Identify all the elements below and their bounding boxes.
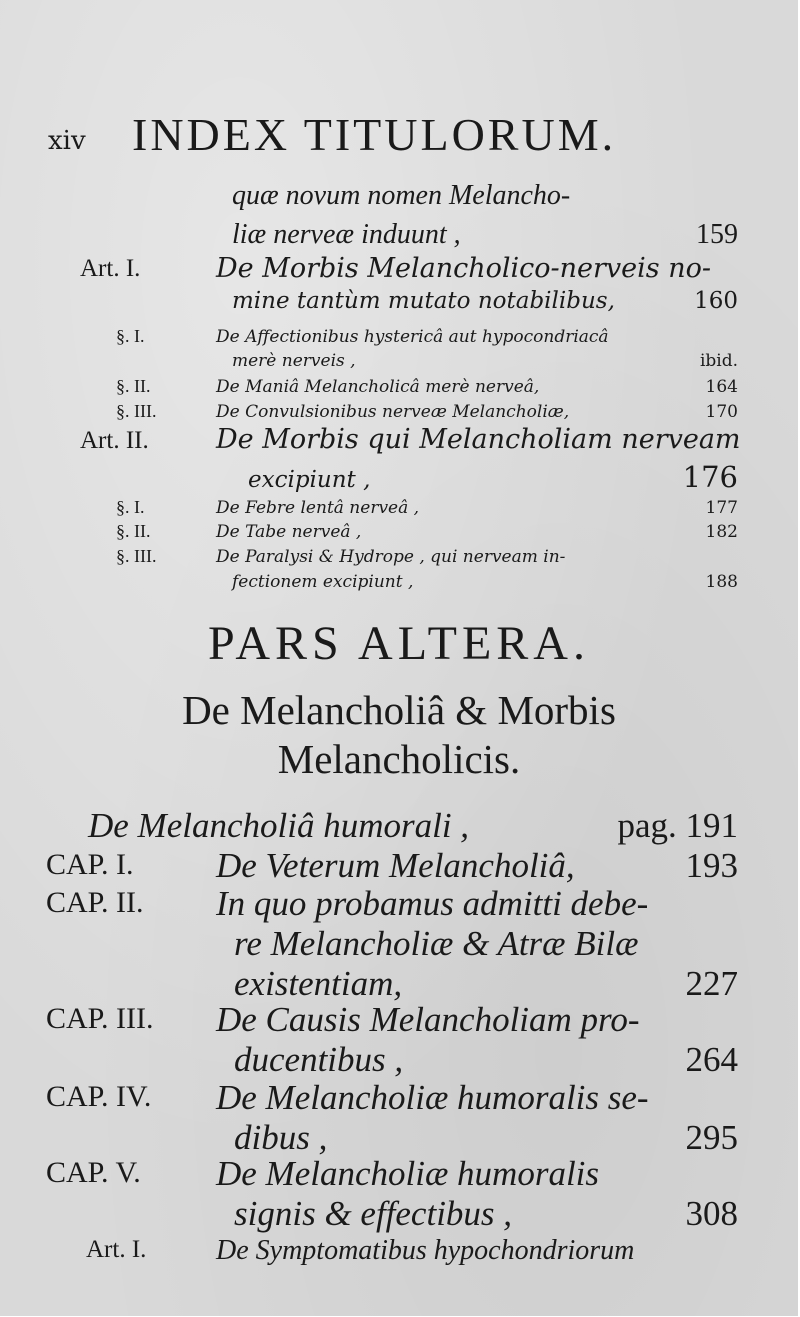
art2-label: Art. II.	[80, 427, 149, 454]
art1-line1: De Morbis Melancholico-nerveis no-	[216, 253, 712, 284]
art1-page: 160	[694, 288, 738, 314]
art2-line1: De Morbis qui Melancholiam nerveam	[216, 424, 741, 455]
art2-sec2	[216, 522, 738, 542]
art2-sec3-label: §. III.	[116, 546, 157, 566]
entry-cont-page: 159	[696, 219, 738, 250]
cap2-label: CAP. II.	[46, 886, 144, 919]
cap5-line1	[216, 1154, 738, 1194]
part-subtitle-line2: Melancholicis.	[277, 736, 521, 782]
part-subtitle-line1: De Melancholiâ & Morbis	[182, 687, 616, 733]
page-title: INDEX TITULORUM.	[132, 109, 617, 160]
art1-sec1-label: §. I.	[116, 326, 145, 346]
art1-sec1-text: merè nerveis ,	[232, 351, 356, 371]
art2-sec1-text: De Febre lentâ nerveâ ,	[216, 498, 420, 518]
entry-cont-text: liæ nerveæ induunt ,	[232, 219, 461, 250]
art1-sec2-page: 164	[705, 377, 738, 397]
art1-sec1-page: ibid.	[699, 351, 738, 371]
art2-sec1-page: 177	[705, 498, 738, 518]
cap1-line1	[216, 846, 738, 886]
art1-text: mine tantùm mutato notabilibus,	[232, 288, 615, 314]
art1-label: Art. I.	[80, 255, 141, 282]
cap4-page: 295	[685, 1118, 738, 1157]
humoral-entry	[88, 806, 738, 846]
cap3-line1: De Causis Melancholiam pro-	[216, 1000, 640, 1039]
cap4-label: CAP. IV.	[46, 1080, 152, 1113]
cap5-text-a: De Melancholiæ humoralis	[216, 1154, 600, 1193]
art2-sec3-page: 188	[705, 572, 738, 592]
cap2-text: existentiam,	[234, 964, 403, 1003]
cap4-line1: De Melancholiæ humoralis se-	[216, 1078, 649, 1117]
humoral-page: pag. 191	[617, 806, 738, 845]
art1-sec3-text: De Convulsionibus nerveæ Melancholiæ,	[216, 402, 570, 422]
entry-cont-line1: quæ novum nomen Melancho-	[232, 180, 571, 211]
cap1-label: CAP. I.	[46, 848, 134, 881]
cap1-text: De Veterum Melancholiâ,	[216, 846, 575, 885]
cap4-text: dibus ,	[234, 1118, 328, 1157]
art2-sec2-page: 182	[705, 522, 738, 542]
cap1-page: 193	[685, 846, 738, 885]
cap5-text-b: signis & effectibus ,	[234, 1194, 513, 1233]
art1-sec2	[216, 377, 738, 397]
last-entry-text: De Symptomatibus hypochondriorum	[216, 1235, 635, 1266]
cap2-line1: In quo probamus admitti debe-	[216, 884, 649, 923]
cap4-line2	[234, 1118, 738, 1158]
art1-sec2-label: §. II.	[116, 376, 151, 396]
cap3-text: ducentibus ,	[234, 1040, 404, 1079]
art1-sec1-line2	[232, 351, 738, 371]
cap5-label: CAP. V.	[46, 1156, 141, 1189]
cap5-page: 308	[685, 1194, 738, 1233]
cap2-page: 227	[685, 964, 738, 1003]
last-entry-label: Art. I.	[86, 1236, 147, 1263]
cap3-page: 264	[685, 1040, 738, 1079]
cap3-line2	[234, 1040, 738, 1080]
cap2-line2: re Melancholiæ & Atræ Bilæ	[234, 924, 639, 963]
part-heading: PARS ALTERA.	[208, 617, 590, 670]
art2-sec1-label: §. I.	[116, 497, 145, 517]
page-number: xiv	[48, 126, 86, 156]
art2-line2	[248, 460, 738, 494]
art2-sec2-text: De Tabe nerveâ ,	[216, 522, 362, 542]
art2-sec3-line1: De Paralysi & Hydrope , qui nerveam in-	[216, 547, 566, 567]
humoral-text: De Melancholiâ humorali ,	[88, 806, 470, 845]
cap3-label: CAP. III.	[46, 1002, 154, 1035]
art2-sec1	[216, 498, 738, 518]
art2-sec3-line2	[232, 572, 738, 592]
art1-sec3	[216, 402, 738, 422]
art1-sec3-label: §. III.	[116, 401, 157, 421]
art2-sec3-text: fectionem excipiunt ,	[232, 572, 414, 592]
cap2-line3	[234, 964, 738, 1004]
entry-cont-line2	[232, 219, 738, 251]
art1-sec3-page: 170	[705, 402, 738, 422]
art1-line2	[232, 288, 738, 314]
art1-sec2-text: De Maniâ Melancholicâ merè nerveâ,	[216, 377, 540, 397]
cap5-line2	[234, 1194, 738, 1234]
art2-text: excipiunt ,	[248, 467, 371, 493]
art2-page: 176	[682, 460, 738, 494]
art1-sec1-line1: De Affectionibus hystericâ aut hypocondriacâ	[216, 327, 609, 347]
art2-sec2-label: §. II.	[116, 521, 151, 541]
